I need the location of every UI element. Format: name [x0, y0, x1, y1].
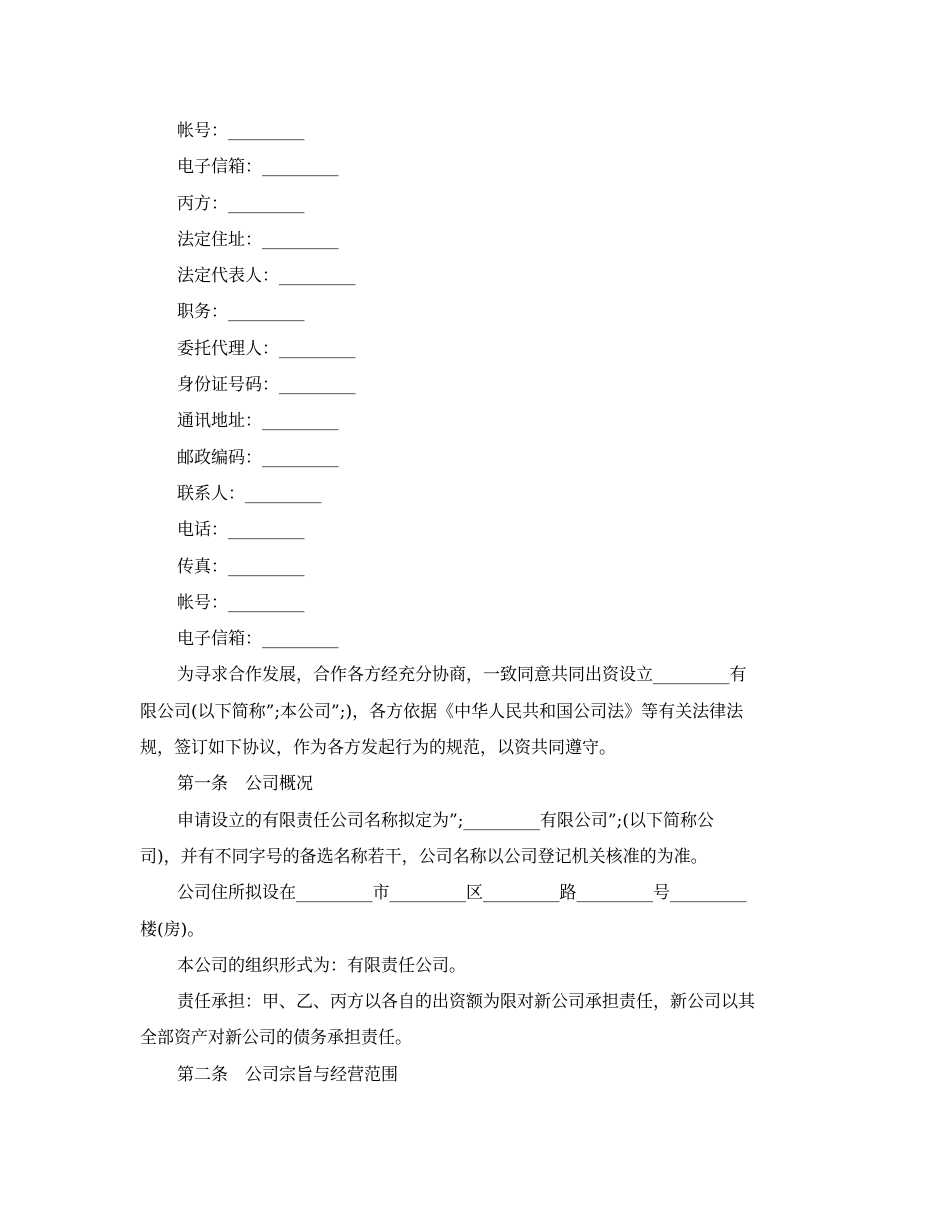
company-address-line-2: 楼(房)。	[140, 919, 205, 940]
field-legal-address	[140, 222, 812, 258]
field-label: 电子信箱：	[177, 629, 262, 650]
article-2-heading: 第二条 公司宗旨与经营范围	[177, 1064, 398, 1085]
field-blank: _________	[228, 592, 305, 613]
field-blank: _________	[262, 229, 339, 250]
field-blank: _________	[279, 375, 356, 396]
field-blank: _________	[262, 447, 339, 468]
company-name-line-2: 司)，并有不同字号的备选名称若干，公司名称以公司登记机关核准的为准。	[140, 846, 708, 867]
field-legal-representative	[140, 258, 812, 294]
field-label: 委托代理人：	[177, 338, 279, 359]
field-party-c	[140, 186, 812, 222]
field-label: 联系人：	[177, 483, 245, 504]
field-email-2	[140, 621, 812, 657]
field-label: 丙方：	[177, 193, 228, 214]
field-blank: _________	[279, 338, 356, 359]
field-label: 法定住址：	[177, 229, 262, 250]
field-label: 电话：	[177, 520, 228, 541]
field-blank: _________	[228, 121, 305, 141]
intro-paragraph-line-3: 规，签订如下协议，作为各方发起行为的规范，以资共同遵守。	[140, 738, 616, 759]
field-label: 帐号：	[177, 121, 228, 141]
liability-line-1: 责任承担：甲、乙、丙方以各自的出资额为限对新公司承担责任，新公司以其	[177, 992, 755, 1013]
field-blank: _________	[228, 556, 305, 577]
field-blank: _________	[262, 411, 339, 432]
field-label: 职务：	[177, 302, 228, 323]
field-mailing-address	[140, 403, 812, 439]
field-blank: _________	[245, 483, 322, 504]
field-blank: _________	[262, 157, 339, 178]
article-1-heading: 第一条 公司概况	[177, 774, 313, 795]
field-position	[140, 294, 812, 330]
company-name-line-1: 申请设立的有限责任公司名称拟定为”;_________有限公司”;(以下简称公	[177, 810, 714, 831]
field-blank: _________	[228, 193, 305, 214]
liability-line-2: 全部资产对新公司的债务承担责任。	[140, 1028, 412, 1049]
field-agent	[140, 331, 812, 367]
field-fax	[140, 549, 812, 585]
field-phone	[140, 512, 812, 548]
field-postal-code	[140, 440, 812, 476]
company-address-line-1: 公司住所拟设在_________市_________区_________路_________号_________	[177, 883, 747, 904]
field-label: 电子信箱：	[177, 157, 262, 178]
field-label: 身份证号码：	[177, 375, 279, 396]
field-email-1	[140, 149, 812, 185]
field-account-2	[140, 585, 812, 621]
field-label: 传真：	[177, 556, 228, 577]
field-label: 法定代表人：	[177, 266, 279, 287]
document-body	[140, 113, 812, 1093]
field-blank: _________	[279, 266, 356, 287]
field-label: 邮政编码：	[177, 447, 262, 468]
intro-paragraph-line-1: 为寻求合作发展，合作各方经充分协商，一致同意共同出资设立_________有	[177, 665, 747, 686]
field-account-1	[140, 113, 812, 149]
company-form: 本公司的组织形式为：有限责任公司。	[177, 955, 466, 976]
field-contact	[140, 476, 812, 512]
intro-paragraph-line-2: 限公司(以下简称”;本公司”;)，各方依据《中华人民共和国公司法》等有关法律法	[140, 701, 744, 722]
field-id-number	[140, 367, 812, 403]
field-label: 帐号：	[177, 592, 228, 613]
field-blank: _________	[228, 520, 305, 541]
field-blank: _________	[262, 629, 339, 650]
field-label: 通讯地址：	[177, 411, 262, 432]
field-blank: _________	[228, 302, 305, 323]
